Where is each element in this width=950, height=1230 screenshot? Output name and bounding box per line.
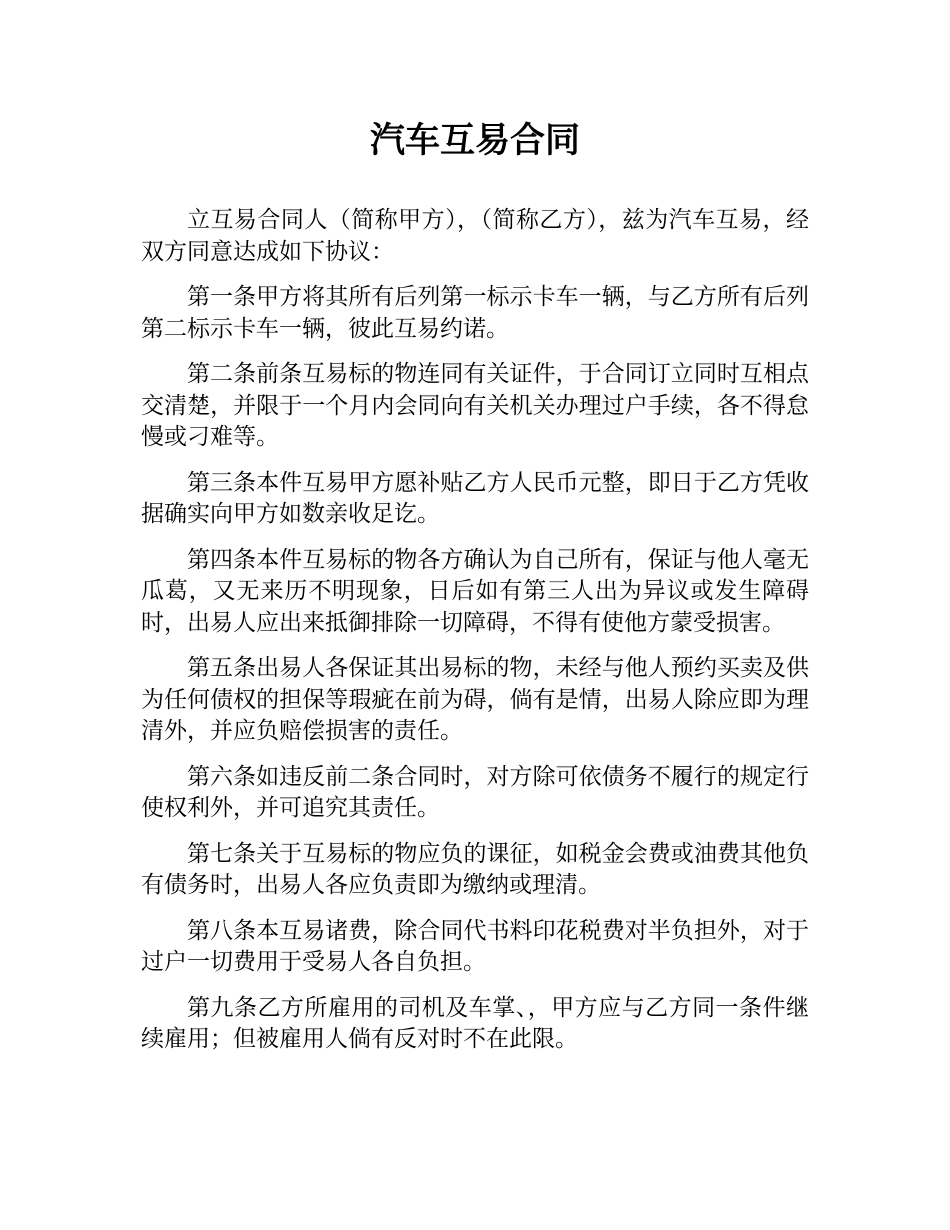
- paragraph-article-8: 第八条本互易诸费，除合同代书料印花税费对半负担外，对于过户一切费用于受易人各自负担。: [141, 917, 809, 975]
- document-title: 汽车互易合同: [369, 121, 580, 161]
- paragraph-article-5: 第五条出易人各保证其出易标的物，未经与他人预约买卖及供为任何债权的担保等瑕疵在前为碍，倘有是情，出易人除应即为理清外，并应负赔偿损害的责任。: [141, 655, 809, 744]
- paragraph-article-2: 第二条前条互易标的物连同有关证件，于合同订立同时互相点交清楚，并限于一个月内会同向有关机关办理过户手续，各不得怠慢或刁难等。: [141, 361, 809, 450]
- paragraph-preamble: 立互易合同人（简称甲方），（简称乙方），兹为汽车互易，经双方同意达成如下协议：: [141, 207, 809, 265]
- paragraph-article-6: 第六条如违反前二条合同时，对方除可依债务不履行的规定行使权利外，并可追究其责任。: [141, 763, 809, 821]
- paragraph-article-1: 第一条甲方将其所有后列第一标示卡车一辆，与乙方所有后列第二标示卡车一辆，彼此互易约诺。: [141, 284, 809, 342]
- paragraph-article-4: 第四条本件互易标的物各方确认为自己所有，保证与他人毫无瓜葛，又无来历不明现象，日后如有第三人出为异议或发生障碍时，出易人应出来抵御排除一切障碍，不得有使他方蒙受损害。: [141, 546, 809, 636]
- paragraph-article-9: 第九条乙方所雇用的司机及车掌、，甲方应与乙方同一条件继续雇用；但被雇用人倘有反对时不在此限。: [141, 994, 809, 1052]
- paragraph-article-3: 第三条本件互易甲方愿补贴乙方人民币元整，即日于乙方凭收据确实向甲方如数亲收足讫。: [141, 469, 809, 527]
- paragraph-article-7: 第七条关于互易标的物应负的课征，如税金会费或油费其他负有债务时，出易人各应负责即为缴纳或理清。: [141, 840, 809, 898]
- document-body: [141, 205, 809, 1070]
